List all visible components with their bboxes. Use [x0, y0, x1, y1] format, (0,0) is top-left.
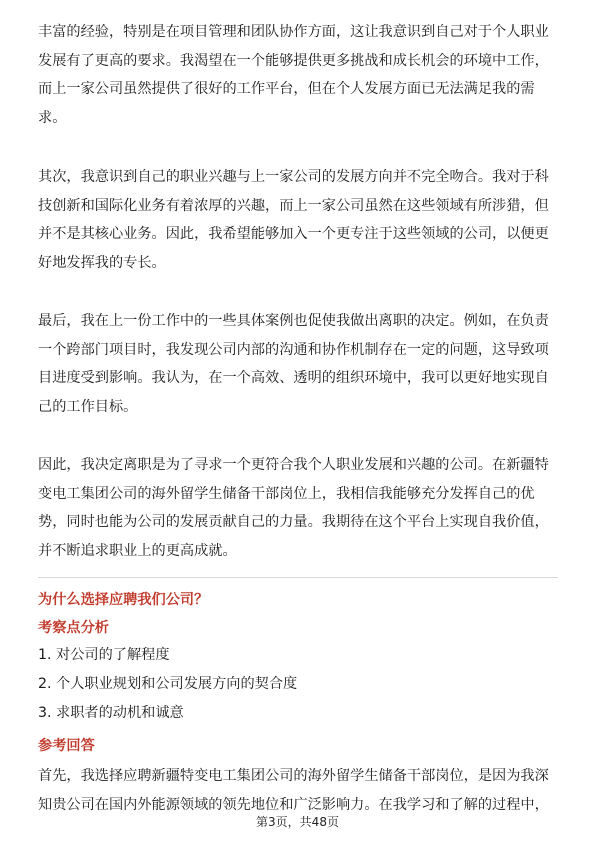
analysis-heading: 考察点分析: [38, 620, 109, 636]
text-line: 因此，我决定离职是为了寻求一个更符合我个人职业发展和兴趣的公司。在新疆特: [38, 457, 549, 473]
answer-paragraph: [38, 762, 558, 819]
paragraph-4: [38, 451, 558, 566]
text-line: 技创新和国际化业务有着浓厚的兴趣，而上一家公司虽然在这些领域有所涉猎，但: [38, 197, 549, 214]
analysis-list: [38, 641, 297, 728]
section-divider: [38, 577, 558, 578]
paragraph-1: [38, 18, 558, 133]
text-line: 并不断追求职业上的更高成就。: [38, 543, 237, 560]
paragraph-2: [38, 163, 558, 278]
list-item: 3. 求职者的动机和诚意: [38, 705, 184, 721]
text-line: 最后，我在上一份工作中的一些具体案例也促使我做出离职的决定。例如，在负责: [38, 313, 549, 329]
text-line: 势，同时也能为公司的发展贡献自己的力量。我期待在这个平台上实现自我价值，: [38, 514, 549, 531]
paragraph-3: [38, 307, 558, 422]
text-line: 求。: [38, 110, 67, 127]
text-line: 己的工作目标。: [38, 399, 138, 416]
text-line: 而上一家公司虽然提供了很好的工作平台，但在个人发展方面已无法满足我的需: [38, 81, 535, 98]
answer-heading: 参考回答: [38, 738, 95, 754]
text-line: 变电工集团公司的海外留学生储备干部岗位上，我相信我能够充分发挥自己的优: [38, 485, 535, 502]
text-line: 目进度受到影响。我认为，在一个高效、透明的组织环境中，我可以更好地实现自: [38, 370, 549, 387]
text-line: 其次，我意识到自己的职业兴趣与上一家公司的发展方向并不完全吻合。我对于科: [38, 169, 549, 185]
text-line: 知贵公司在国内外能源领域的领先地位和广泛影响力。在我学习和了解的过程中，: [38, 796, 549, 813]
text-line: 一个跨部门项目时，我发现公司内部的沟通和协作机制存在一定的问题，这导致项: [38, 341, 549, 358]
list-item: 2. 个人职业规划和公司发展方向的契合度: [38, 676, 298, 692]
question-heading: 为什么选择应聘我们公司？: [38, 592, 209, 608]
list-item: 1. 对公司的了解程度: [38, 647, 170, 663]
text-line: 并不是其核心业务。因此，我希望能够加入一个更专注于这些领域的公司，以便更: [38, 226, 549, 243]
text-line: 好地发挥我的专长。: [38, 255, 166, 272]
page-number-footer: 第3页，共48页: [256, 815, 339, 829]
text-line: 丰富的经验，特别是在项目管理和团队协作方面，这让我意识到自己对于个人职业: [38, 24, 549, 40]
text-line: 首先，我选择应聘新疆特变电工集团公司的海外留学生储备干部岗位，是因为我深: [38, 768, 549, 784]
text-line: 发展有了更高的要求。我渴望在一个能够提供更多挑战和成长机会的环境中工作，: [38, 52, 549, 69]
